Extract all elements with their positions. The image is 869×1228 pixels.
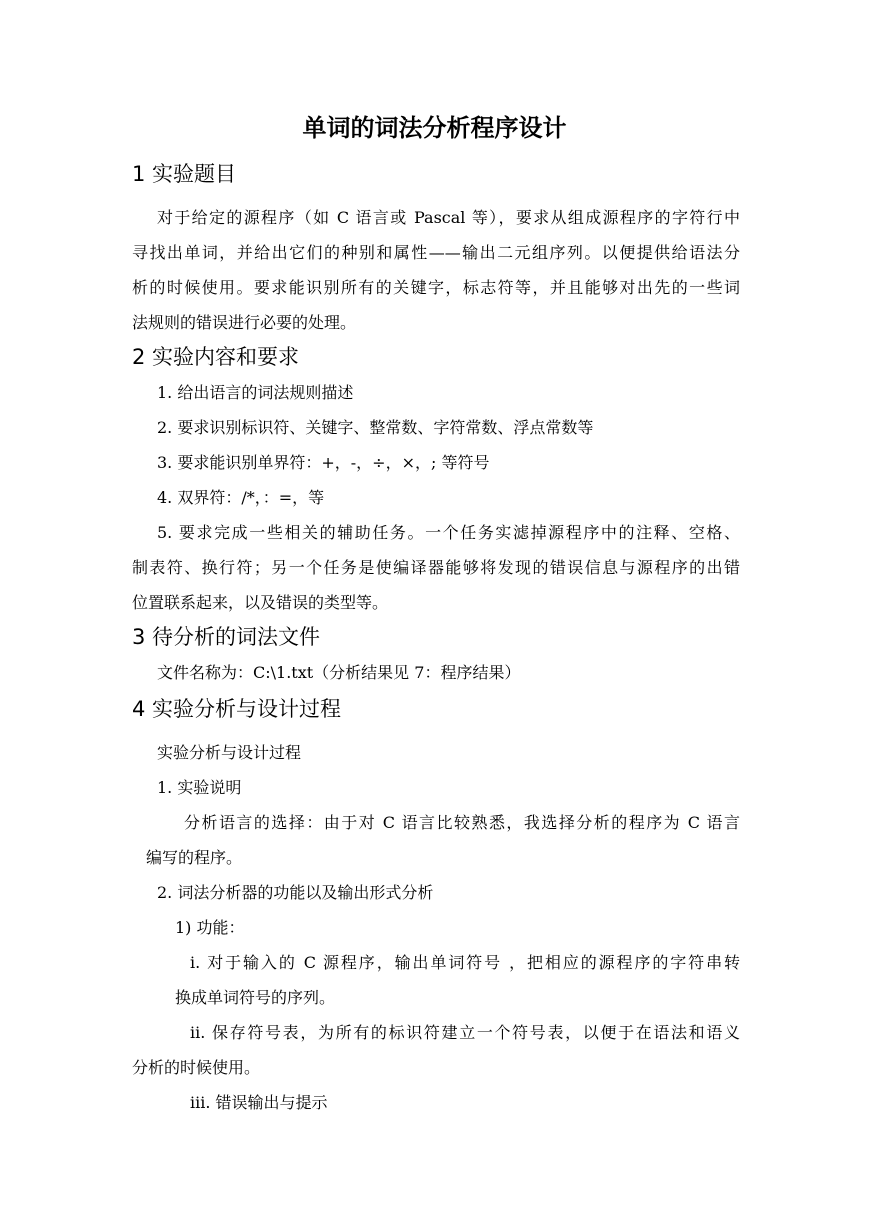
roman-item: iii. 错误输出与提示	[190, 1093, 328, 1112]
list-item: 4. 双界符：/*，：=，等	[157, 488, 325, 507]
paragraph-line: 制表符、换行符；另一个任务是使编译器能够将发现的错误信息与源程序的出错	[132, 558, 740, 577]
list-item: 2. 要求识别标识符、关键字、整常数、字符常数、浮点常数等	[157, 418, 594, 437]
paragraph-line: 换成单词符号的序列。	[175, 988, 336, 1007]
file-name-line: 文件名称为：C:\1.txt（分析结果见 7：程序结果）	[157, 663, 521, 682]
paragraph-line: 法规则的错误进行必要的处理。	[132, 313, 357, 332]
section-heading-4: 4 实验分析与设计过程	[132, 697, 342, 721]
paragraph-line: 分析的时候使用。	[132, 1058, 261, 1077]
roman-item: ii. 保存符号表，为所有的标识符建立一个符号表，以便于在语法和语义	[190, 1023, 740, 1042]
section-heading-3: 3 待分析的词法文件	[132, 625, 321, 649]
list-item: 2. 词法分析器的功能以及输出形式分析	[157, 883, 434, 902]
paragraph-line: 分析语言的选择：由于对 C 语言比较熟悉，我选择分析的程序为 C 语言	[184, 813, 740, 832]
paragraph-line: 析的时候使用。要求能识别所有的关键字，标志符等，并且能够对出先的一些词	[132, 278, 740, 297]
paragraph-line: 寻找出单词，并给出它们的种别和属性——输出二元组序列。以便提供给语法分	[132, 243, 740, 262]
roman-item: i. 对于输入的 C 源程序，输出单词符号 ，把相应的源程序的字符串转	[190, 953, 740, 972]
list-item: 1. 实验说明	[157, 778, 242, 797]
sub-list-item: 1) 功能：	[175, 918, 245, 937]
list-item: 1. 给出语言的词法规则描述	[157, 383, 354, 402]
section-heading-1: 1 实验题目	[132, 162, 237, 186]
paragraph-line: 位置联系起来，以及错误的类型等。	[132, 593, 389, 612]
list-item: 5. 要求完成一些相关的辅助任务。一个任务实滤掉源程序中的注释、空格、	[157, 523, 740, 542]
list-item: 3. 要求能识别单界符：+，-，÷，×，; 等符号	[157, 453, 490, 472]
paragraph-line: 对于给定的源程序（如 C 语言或 Pascal 等），要求从组成源程序的字符行中	[157, 208, 740, 227]
document-title: 单词的词法分析程序设计	[302, 113, 567, 142]
section-intro: 实验分析与设计过程	[157, 743, 302, 762]
section-heading-2: 2 实验内容和要求	[132, 345, 300, 369]
paragraph-line: 编写的程序。	[146, 848, 243, 867]
